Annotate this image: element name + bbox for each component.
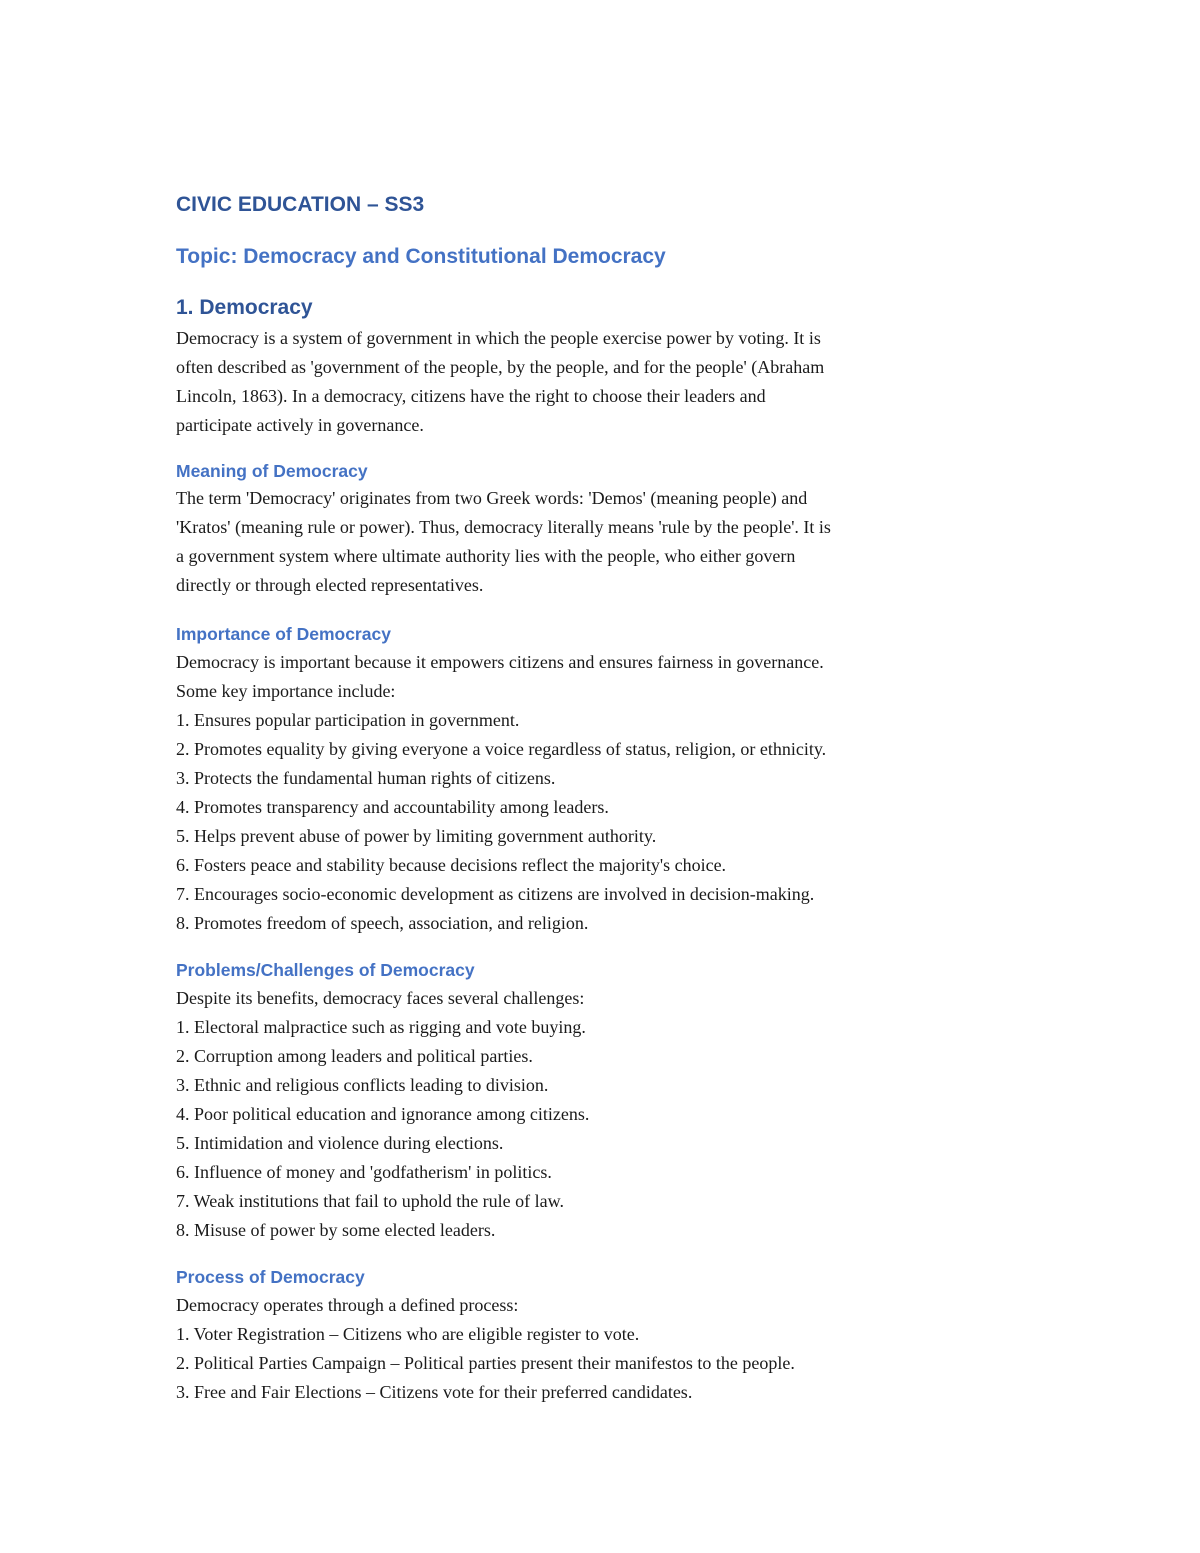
section-heading-democracy: 1. Democracy [176, 296, 313, 319]
process-heading: Process of Democracy [176, 1267, 365, 1287]
meaning-paragraph [176, 484, 831, 600]
list-item: 6. Fosters peace and stability because decisions reflect the majority's choice. [176, 855, 727, 875]
process-list [176, 1291, 795, 1407]
list-item: 8. Promotes freedom of speech, association, and religion. [176, 913, 589, 933]
list-item: 3. Ethnic and religious conflicts leading to division. [176, 1075, 549, 1095]
list-item: 1. Electoral malpractice such as rigging and vote buying. [176, 1017, 586, 1037]
list-item: 2. Corruption among leaders and political parties. [176, 1046, 533, 1066]
problems-heading: Problems/Challenges of Democracy [176, 960, 475, 980]
meaning-line: The term 'Democracy' originates from two Greek words: 'Demos' (meaning people) and [176, 488, 808, 508]
meaning-line: directly or through elected representatives. [176, 575, 484, 595]
process-intro-line: Democracy operates through a defined process: [176, 1295, 519, 1315]
intro-line: often described as 'government of the people, by the people, and for the people' (Abraham [176, 357, 825, 377]
importance-heading: Importance of Democracy [176, 624, 391, 644]
list-item: 2. Political Parties Campaign – Political parties present their manifestos to the people. [176, 1353, 795, 1373]
problems-list [176, 984, 589, 1245]
list-item: 1. Voter Registration – Citizens who are eligible register to vote. [176, 1324, 640, 1344]
list-item: 4. Promotes transparency and accountability among leaders. [176, 797, 609, 817]
intro-paragraph [176, 324, 824, 440]
meaning-line: a government system where ultimate authority lies with the people, who either govern [176, 546, 796, 566]
meaning-heading: Meaning of Democracy [176, 461, 368, 481]
topic-heading: Topic: Democracy and Constitutional Democracy [176, 245, 666, 268]
intro-line: participate actively in governance. [176, 415, 424, 435]
importance-intro-line: Democracy is important because it empowers citizens and ensures fairness in governance. [176, 652, 824, 672]
list-item: 7. Weak institutions that fail to uphold the rule of law. [176, 1191, 564, 1211]
list-item: 5. Intimidation and violence during elections. [176, 1133, 504, 1153]
list-item: 3. Protects the fundamental human rights of citizens. [176, 768, 556, 788]
meaning-line: 'Kratos' (meaning rule or power). Thus, democracy literally means 'rule by the people'. It is [176, 517, 831, 537]
list-item: 7. Encourages socio-economic development as citizens are involved in decision-making. [176, 884, 815, 904]
list-item: 4. Poor political education and ignorance among citizens. [176, 1104, 590, 1124]
list-item: 1. Ensures popular participation in government. [176, 710, 520, 730]
list-item: 5. Helps prevent abuse of power by limiting government authority. [176, 826, 657, 846]
importance-list [176, 648, 826, 938]
list-item: 6. Influence of money and 'godfatherism' in politics. [176, 1162, 552, 1182]
list-item: 8. Misuse of power by some elected leaders. [176, 1220, 496, 1240]
intro-line: Lincoln, 1863). In a democracy, citizens have the right to choose their leaders and [176, 386, 766, 406]
document-title: CIVIC EDUCATION – SS3 [176, 193, 425, 216]
problems-intro-line: Despite its benefits, democracy faces several challenges: [176, 988, 585, 1008]
intro-line: Democracy is a system of government in which the people exercise power by voting. It is [176, 328, 821, 348]
list-item: 3. Free and Fair Elections – Citizens vote for their preferred candidates. [176, 1382, 693, 1402]
list-item: 2. Promotes equality by giving everyone a voice regardless of status, religion, or ethnicity. [176, 739, 827, 759]
importance-intro-line: Some key importance include: [176, 681, 396, 701]
